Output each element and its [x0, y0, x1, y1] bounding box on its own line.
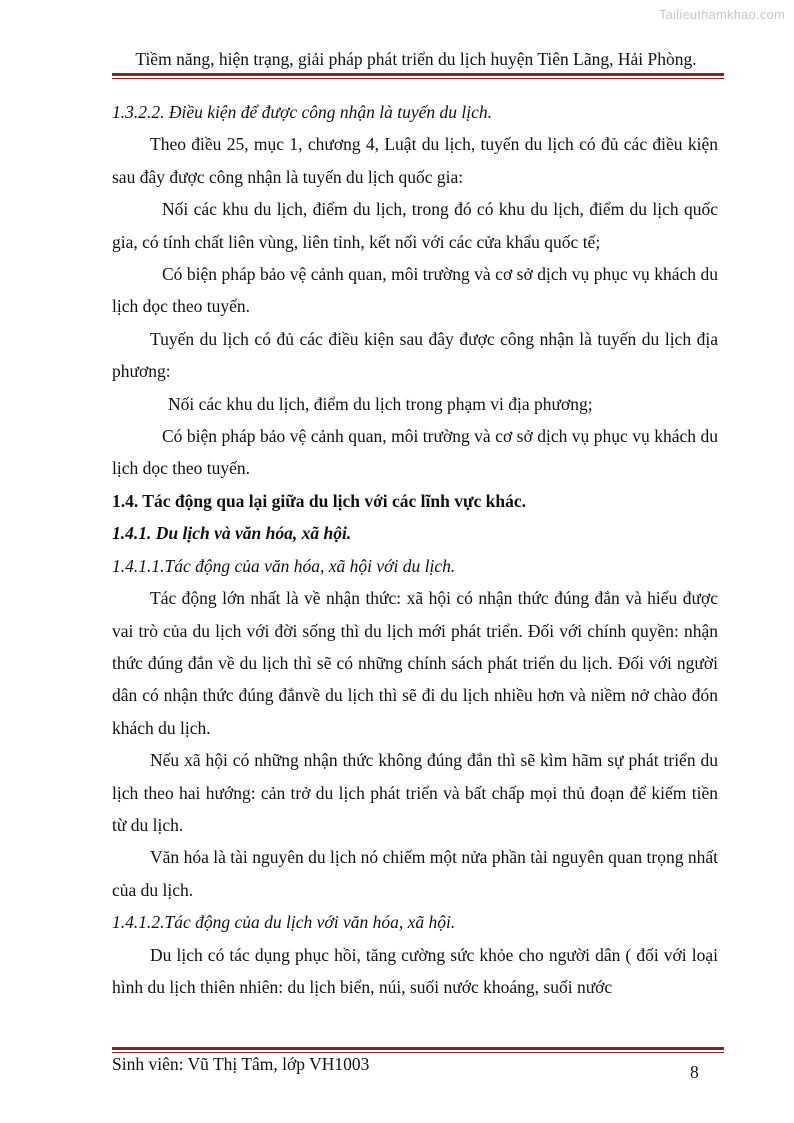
paragraph: Du lịch có tác dụng phục hồi, tăng cường sức khỏe cho người dân ( đối với loại hình du lịch thiên nhiên: du lịch biển, núi, suối nước khoáng, suối nước	[112, 944, 718, 997]
section-heading-1-4-1-1: 1.4.1.1.Tác động của văn hóa, xã hội với du lịch.	[112, 555, 456, 576]
document-body	[112, 96, 718, 1003]
header-rule-thin	[112, 78, 724, 79]
paragraph: Văn hóa là tài nguyên du lịch nó chiếm một nửa phần tài nguyên quan trọng nhất của du lịch.	[112, 847, 718, 900]
paragraph: Theo điều 25, mục 1, chương 4, Luật du lịch, tuyến du lịch có đủ các điều kiện sau đây được công nhận là tuyến du lịch quốc gia:	[112, 134, 718, 187]
section-heading-1-4: 1.4. Tác động qua lại giữa du lịch với các lĩnh vực khác.	[112, 490, 526, 511]
paragraph: Có biện pháp bảo vệ cảnh quan, môi trường và cơ sở dịch vụ phục vụ khách du lịch dọc theo tuyến.	[112, 264, 718, 317]
footer-rule-thin	[112, 1052, 724, 1053]
paragraph: Có biện pháp bảo vệ cảnh quan, môi trường và cơ sở dịch vụ phục vụ khách du lịch dọc theo tuyến.	[112, 426, 718, 479]
paragraph: Nếu xã hội có những nhận thức không đúng đắn thì sẽ kìm hãm sự phát triển du lịch theo hai hướng: cản trở du lịch phát triển và bất chấp mọi thủ đoạn để kiếm tiền từ du lịch.	[112, 750, 718, 835]
section-heading-1-4-1-2: 1.4.1.2.Tác động của du lịch với văn hóa, xã hội.	[112, 912, 456, 933]
footer-rule-thick	[112, 1047, 724, 1050]
page-number: 8	[690, 1062, 699, 1082]
watermark: Tailieuthamkhao.com	[659, 7, 785, 22]
section-heading-1-3-2-2: 1.3.2.2. Điều kiện để được công nhận là tuyến du lịch.	[112, 102, 492, 122]
paragraph: Tác động lớn nhất là về nhận thức: xã hội có nhận thức đúng đắn và hiểu được vai trò của du lịch với đời sống thì du lịch mới phát triển. Đối với chính quyền: nhận thức đúng đắn về du lịch thì sẽ có những chính sách phát triển du lịch. Đối với người dân có nhận thức đúng đắnvề du lịch thì sẽ đi du lịch nhiều hơn và niềm nở chào đón khách du lịch.	[112, 588, 718, 738]
section-heading-1-4-1: 1.4.1. Du lịch và văn hóa, xã hội.	[112, 523, 352, 544]
paragraph: Nối các khu du lịch, điểm du lịch, trong đó có khu du lịch, điểm du lịch quốc gia, có tính chất liên vùng, liên tỉnh, kết nối với các cửa khẩu quốc tế;	[112, 199, 718, 252]
paragraph: Nối các khu du lịch, điểm du lịch trong phạm vi địa phương;	[168, 393, 593, 414]
header-rule-thick	[112, 73, 724, 76]
page-header-title: Tiềm năng, hiện trạng, giải pháp phát triển du lịch huyện Tiên Lãng, Hải Phòng.	[135, 49, 697, 69]
footer-student-info: Sinh viên: Vũ Thị Tâm, lớp VH1003	[112, 1054, 370, 1074]
paragraph: Tuyến du lịch có đủ các điều kiện sau đây được công nhận là tuyến du lịch địa phương:	[112, 328, 718, 382]
